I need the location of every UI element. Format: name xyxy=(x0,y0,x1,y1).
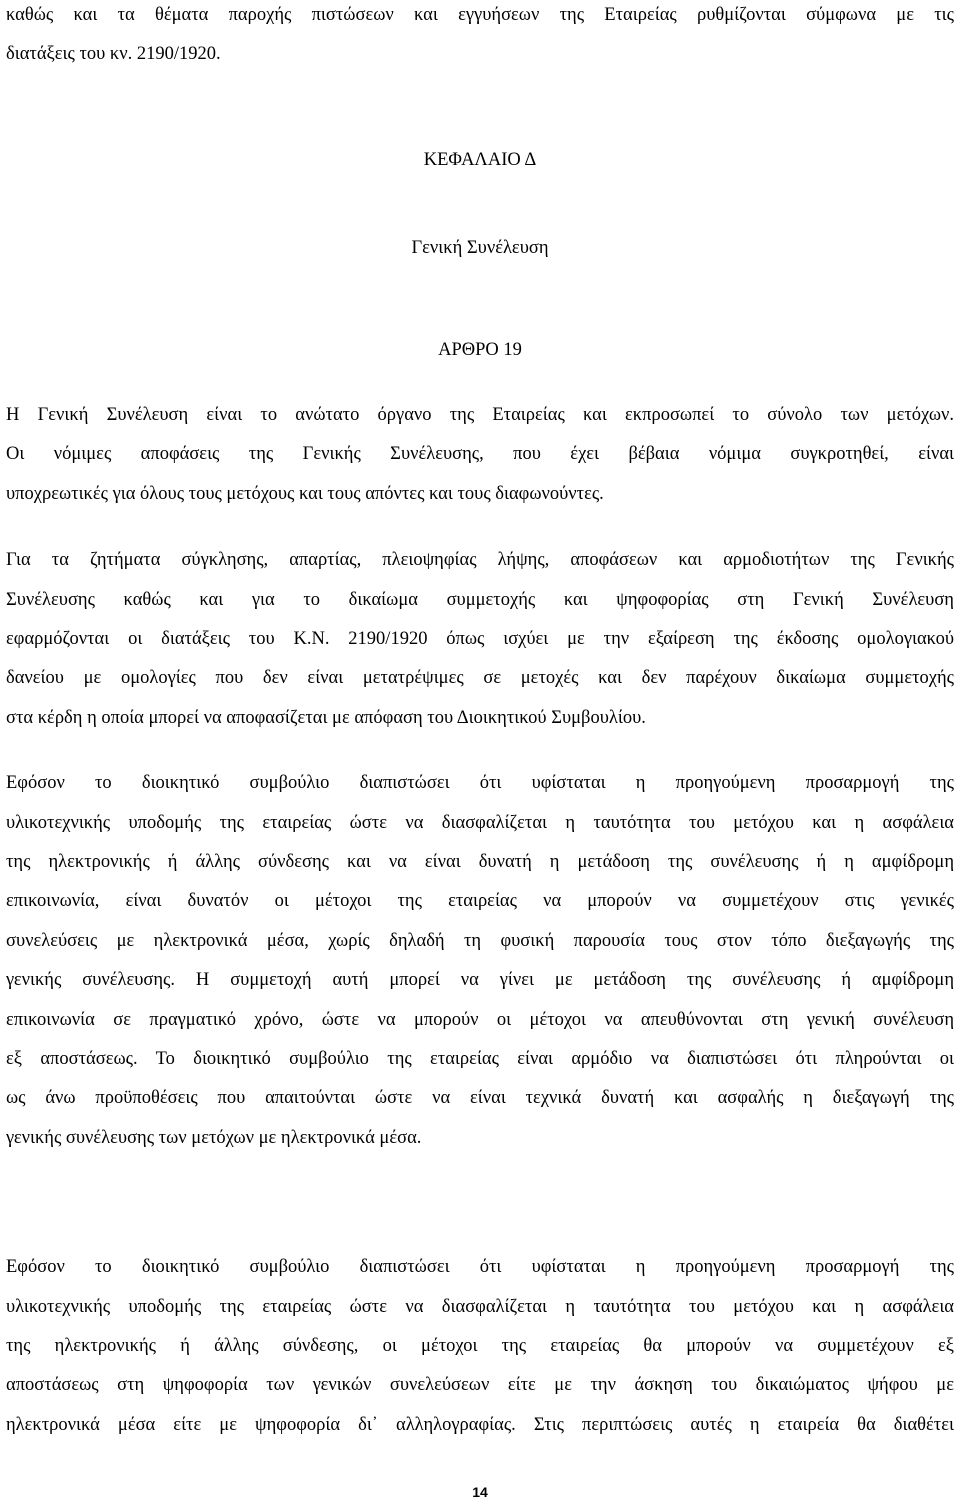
paragraph-line: γενικής συνέλευσης των μετόχων με ηλεκτρονικά μέσα. xyxy=(6,1128,422,1148)
paragraph-line: υποχρεωτικές για όλους τους μετόχους και τους απόντες και τους διαφωνούντες. xyxy=(6,484,604,504)
paragraph-line: της ηλεκτρονικής ή άλλης σύνδεσης και να είναι δυνατή η μετάδοση της συνέλευσης ή η αμφίδρομη xyxy=(6,852,954,872)
chapter-subtitle: Γενική Συνέλευση xyxy=(411,238,549,258)
chapter-title: ΚΕΦΑΛΑΙΟ Δ xyxy=(423,150,537,170)
paragraph-line: δανείου με ομολογίες που δεν είναι μετατρέψιμες σε μετοχές και δεν παρέχουν δικαίωμα συμμετοχής xyxy=(6,668,954,688)
paragraph-line: της ηλεκτρονικής ή άλλης σύνδεσης, οι μέτοχοι της εταιρείας θα μπορούν να συμμετέχουν εξ xyxy=(6,1336,954,1356)
paragraph-line: Η Γενική Συνέλευση είναι το ανώτατο όργανο της Εταιρείας και εκπροσωπεί το σύνολο των μετόχων. xyxy=(6,405,954,425)
paragraph-line: Οι νόμιμες αποφάσεις της Γενικής Συνέλευσης, που έχει βέβαια νόμιμα συγκροτηθεί, είναι xyxy=(6,444,954,464)
page-number: 14 xyxy=(472,1484,488,1500)
paragraph-line: ηλεκτρονικά μέσα είτε με ψηφοφορία δι᾽ αλληλογραφίας. Στις περιπτώσεις αυτές η εταιρεία θα διαθέτει xyxy=(6,1415,954,1435)
paragraph-line: εξ αποστάσεως. Το διοικητικό συμβούλιο της εταιρείας είναι αρμόδιο να διαπιστώσει ότι πληρούνται οι xyxy=(6,1049,954,1069)
paragraph-line: Συνέλευσης καθώς και για το δικαίωμα συμμετοχής και ψηφοφορίας στη Γενική Συνέλευση xyxy=(6,590,954,610)
paragraph-line: επικοινωνία, είναι δυνατόν οι μέτοχοι της εταιρείας να μπορούν να συμμετέχουν στις γενικές xyxy=(6,891,954,911)
paragraph-line: Εφόσον το διοικητικό συμβούλιο διαπιστώσει ότι υφίσταται η προηγούμενη προσαρμογή της xyxy=(6,1257,954,1277)
intro-line: διατάξεις του κν. 2190/1920. xyxy=(6,44,221,64)
paragraph-line: συνελεύσεις με ηλεκτρονικά μέσα, χωρίς δηλαδή τη φυσική παρουσία τους στον τόπο διεξαγωγής της xyxy=(6,931,954,951)
paragraph-line: Εφόσον το διοικητικό συμβούλιο διαπιστώσει ότι υφίσταται η προηγούμενη προσαρμογή της xyxy=(6,773,954,793)
article-title: ΑΡΘΡΟ 19 xyxy=(438,340,522,360)
paragraph-line: υλικοτεχνικής υποδομής της εταιρείας ώστε να διασφαλίζεται η ταυτότητα του μετόχου και η ασφάλεια xyxy=(6,1297,954,1317)
paragraph-line: ως άνω προϋποθέσεις που απαιτούνται ώστε να είναι τεχνικά δυνατή και ασφαλής η διεξαγωγή της xyxy=(6,1088,954,1108)
paragraph-line: στα κέρδη η οποία μπορεί να αποφασίζεται με απόφαση του Διοικητικού Συμβουλίου. xyxy=(6,708,646,728)
paragraph-line: γενικής συνέλευσης. Η συμμετοχή αυτή μπορεί να γίνει με μετάδοση της συνέλευσης ή αμφίδρομη xyxy=(6,970,954,990)
paragraph-line: υλικοτεχνικής υποδομής της εταιρείας ώστε να διασφαλίζεται η ταυτότητα του μετόχου και η ασφάλεια xyxy=(6,813,954,833)
paragraph-line: Για τα ζητήματα σύγκλησης, απαρτίας, πλειοψηφίας λήψης, αποφάσεων και αρμοδιοτήτων της Γενικής xyxy=(6,550,954,570)
paragraph-line: επικοινωνία σε πραγματικό χρόνο, ώστε να μπορούν οι μέτοχοι να απευθύνονται στη γενική συνέλευση xyxy=(6,1010,954,1030)
intro-line: καθώς και τα θέματα παροχής πιστώσεων και εγγυήσεων της Εταιρείας ρυθμίζονται σύμφωνα με τις xyxy=(6,5,954,25)
paragraph-line: αποστάσεως στη ψηφοφορία των γενικών συνελεύσεων είτε με την άσκηση του δικαιώματος ψήφου με xyxy=(6,1375,954,1395)
paragraph-line: εφαρμόζονται οι διατάξεις του Κ.Ν. 2190/1920 όπως ισχύει με την εξαίρεση της έκδοσης ομολογιακού xyxy=(6,629,954,649)
